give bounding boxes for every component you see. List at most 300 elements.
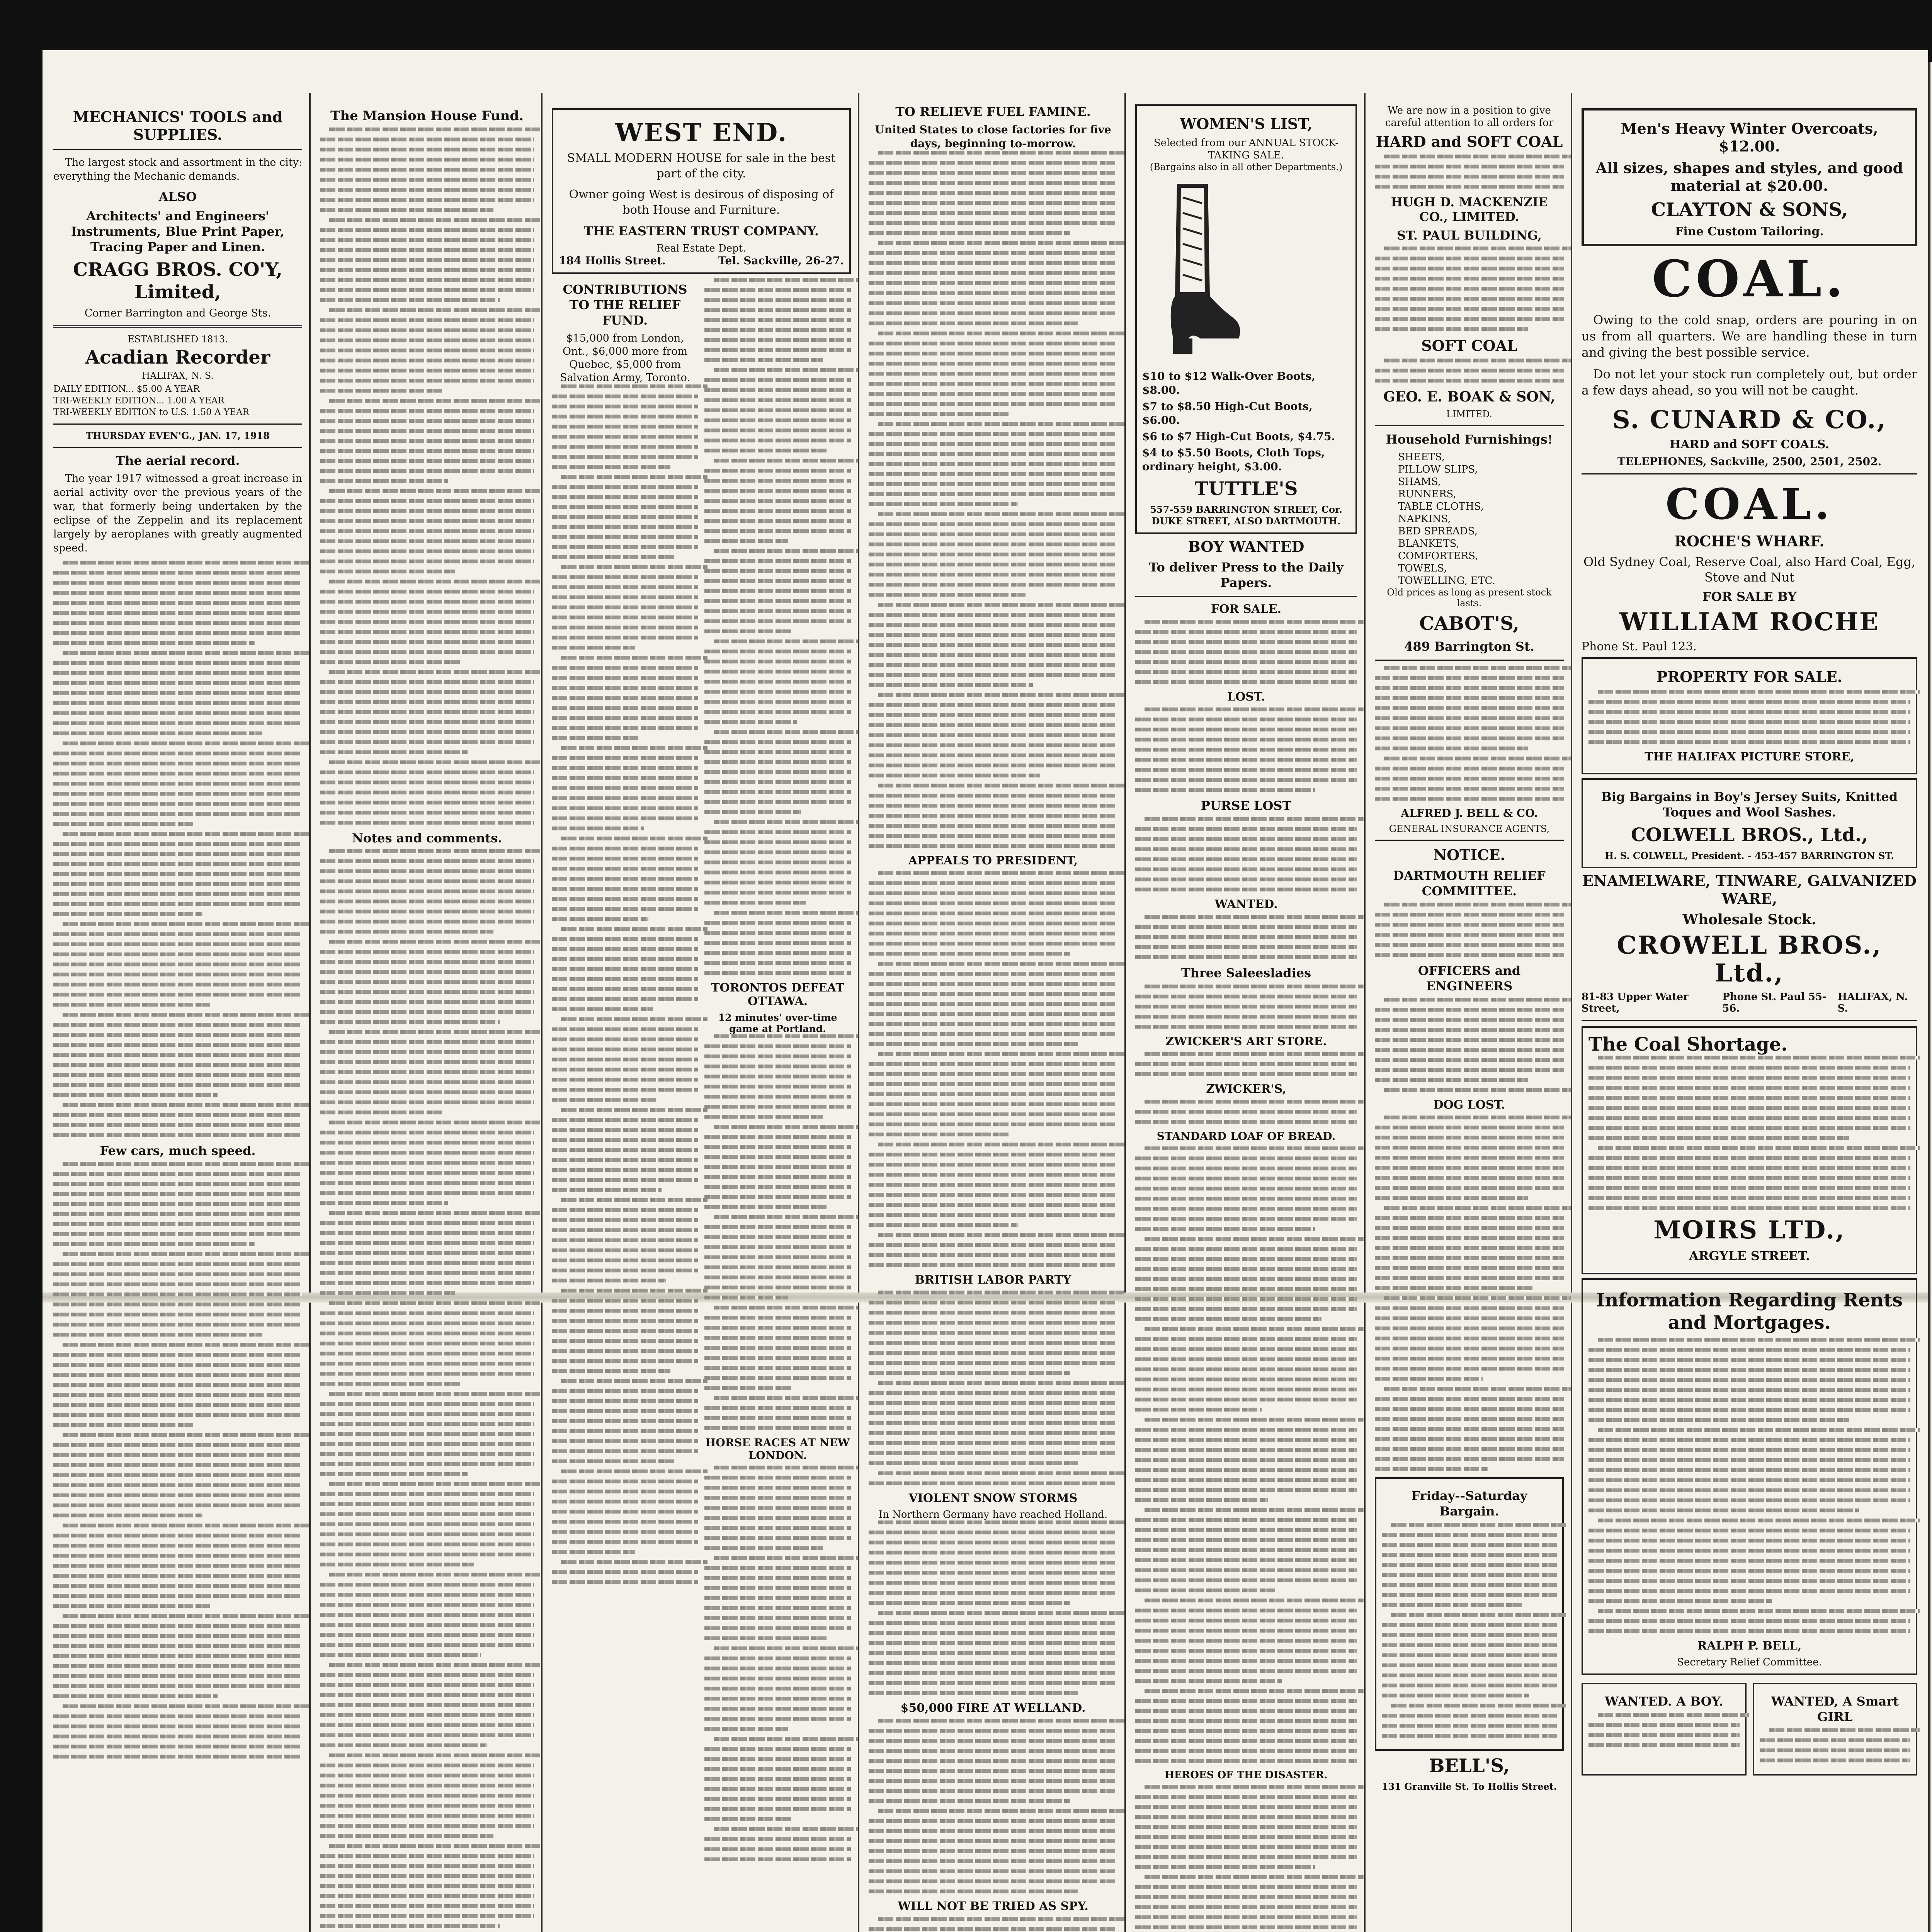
- text-line-placeholder: [53, 762, 302, 765]
- text-line-placeholder: [552, 967, 698, 971]
- text-line-placeholder: [1375, 1457, 1564, 1461]
- text-line-placeholder: [320, 1432, 534, 1436]
- bells-store: BELL'S,: [1429, 1755, 1510, 1777]
- text-line-placeholder: [53, 671, 302, 675]
- illegible-body-text: [869, 1917, 1117, 1932]
- wanted-ads: [1582, 1679, 1917, 1779]
- text-line-placeholder: [869, 1253, 1117, 1257]
- boy-wanted-heading: BOY WANTED: [1188, 538, 1304, 555]
- text-line-placeholder: [552, 897, 698, 901]
- text-line-placeholder: [329, 128, 541, 131]
- text-line-placeholder: [63, 1103, 309, 1107]
- text-line-placeholder: [320, 970, 534, 974]
- text-line-placeholder: [1135, 945, 1357, 949]
- text-line-placeholder: [1588, 1488, 1910, 1492]
- text-line-placeholder: [320, 1713, 534, 1717]
- text-line-placeholder: [1135, 758, 1357, 762]
- friday-heading: Friday--Saturday Bargain.: [1411, 1488, 1527, 1519]
- text-line-placeholder: [53, 631, 302, 635]
- text-line-placeholder: [320, 439, 534, 443]
- text-line-placeholder: [704, 760, 851, 764]
- text-line-placeholder: [1135, 1110, 1357, 1114]
- text-line-placeholder: [1145, 707, 1364, 711]
- cabots: CABOT'S,: [1419, 613, 1519, 634]
- text-line-placeholder: [1135, 857, 1357, 861]
- text-line-placeholder: [320, 1060, 534, 1064]
- text-line-placeholder: [869, 583, 1117, 587]
- text-line-placeholder: [1588, 1096, 1910, 1100]
- text-line-placeholder: [869, 932, 1117, 935]
- text-line-placeholder: [704, 1687, 851, 1690]
- text-line-placeholder: [1135, 630, 1357, 634]
- text-line-placeholder: [1598, 1146, 1920, 1150]
- text-line-placeholder: [869, 1102, 1117, 1106]
- text-line-placeholder: [53, 882, 302, 886]
- text-line-placeholder: [53, 1694, 218, 1698]
- text-line-placeholder: [1135, 748, 1357, 752]
- cunard-telephones: TELEPHONES, Sackville, 2500, 2501, 2502.: [1617, 455, 1882, 468]
- text-line-placeholder: [329, 1482, 541, 1486]
- cunard-sub: HARD and SOFT COALS.: [1670, 438, 1829, 451]
- ad-title: MECHANICS' TOOLS and SUPPLIES.: [73, 108, 283, 143]
- text-line-placeholder: [329, 1211, 541, 1215]
- text-line-placeholder: [320, 459, 534, 463]
- text-line-placeholder: [1375, 1467, 1488, 1471]
- text-line-placeholder: [320, 650, 534, 654]
- text-line-placeholder: [63, 832, 309, 836]
- illegible-body-text: [704, 1034, 851, 1430]
- text-line-placeholder: [1135, 1367, 1357, 1371]
- soft-coal: SOFT COAL: [1421, 337, 1517, 354]
- text-line-placeholder: [1384, 1296, 1571, 1300]
- text-line-placeholder: [1375, 267, 1564, 270]
- text-line-placeholder: [320, 1291, 455, 1295]
- text-line-placeholder: [869, 1859, 1117, 1863]
- text-line-placeholder: [1135, 1317, 1321, 1321]
- text-line-placeholder: [1588, 1066, 1910, 1070]
- text-line-placeholder: [704, 961, 851, 965]
- text-line-placeholder: [704, 348, 851, 352]
- text-line-placeholder: [1588, 1378, 1910, 1382]
- text-line-placeholder: [53, 1053, 302, 1057]
- text-line-placeholder: [53, 1423, 195, 1427]
- text-line-placeholder: [1588, 1196, 1910, 1200]
- text-line-placeholder: [1135, 1619, 1357, 1622]
- text-line-placeholder: [329, 218, 541, 222]
- text-line-placeholder: [1382, 1543, 1557, 1547]
- text-line-placeholder: [1375, 185, 1564, 189]
- text-line-placeholder: [1135, 1709, 1357, 1713]
- text-line-placeholder: [869, 1839, 1117, 1843]
- text-line-placeholder: [1145, 1508, 1364, 1512]
- text-line-placeholder: [704, 1386, 792, 1390]
- text-line-placeholder: [320, 1442, 534, 1446]
- text-line-placeholder: [53, 1684, 302, 1688]
- text-line-placeholder: [869, 1203, 1117, 1207]
- text-line-placeholder: [704, 1245, 851, 1249]
- text-line-placeholder: [1135, 1729, 1357, 1733]
- text-line-placeholder: [704, 1205, 827, 1209]
- text-line-placeholder: [552, 907, 698, 911]
- text-line-placeholder: [320, 1764, 534, 1767]
- text-line-placeholder: [552, 1500, 698, 1503]
- text-line-placeholder: [552, 485, 698, 489]
- text-line-placeholder: [1769, 1728, 1920, 1732]
- text-line-placeholder: [1135, 1895, 1357, 1899]
- colwell-ad: [1582, 778, 1917, 868]
- text-line-placeholder: [1135, 738, 1357, 742]
- text-line-placeholder: [1375, 1176, 1564, 1180]
- text-line-placeholder: [53, 1644, 302, 1648]
- text-line-placeholder: [53, 782, 302, 786]
- text-line-placeholder: [53, 1584, 302, 1588]
- text-line-placeholder: [1375, 1068, 1564, 1072]
- text-line-placeholder: [53, 1093, 218, 1097]
- text-line-placeholder: [704, 710, 851, 714]
- text-line-placeholder: [53, 1473, 302, 1477]
- illegible-body-text: [869, 151, 1117, 848]
- text-line-placeholder: [704, 1255, 851, 1259]
- text-line-placeholder: [320, 389, 442, 393]
- text-line-placeholder: [869, 492, 1117, 496]
- text-line-placeholder: [561, 656, 707, 660]
- text-line-placeholder: [704, 971, 851, 975]
- text-line-placeholder: [704, 1717, 851, 1721]
- text-line-placeholder: [704, 800, 851, 804]
- text-line-placeholder: [869, 1631, 1117, 1635]
- rates-item: TRI-WEEKLY EDITION... 1.00 A YEAR: [53, 396, 224, 406]
- text-line-placeholder: [714, 639, 858, 643]
- text-line-placeholder: [552, 1098, 657, 1102]
- text-line-placeholder: [552, 666, 698, 670]
- prices-item: $6 to $7 High-Cut Boots, $4.75.: [1142, 430, 1335, 443]
- text-line-placeholder: [1135, 1759, 1357, 1763]
- text-line-placeholder: [552, 1168, 698, 1172]
- text-line-placeholder: [561, 1289, 707, 1293]
- text-line-placeholder: [704, 1636, 827, 1640]
- text-line-placeholder: [1135, 1518, 1357, 1522]
- text-line-placeholder: [63, 1524, 309, 1527]
- text-line-placeholder: [714, 1034, 858, 1038]
- text-line-placeholder: [552, 686, 698, 690]
- text-line-placeholder: [552, 1369, 670, 1373]
- text-line-placeholder: [320, 1271, 534, 1275]
- bargains: Big Bargains in Boy's Jersey Suits, Knitted Toques and Wool Sashes.: [1601, 789, 1898, 820]
- text-line-placeholder: [53, 681, 302, 685]
- bells-address: 131 Granville St. To Hollis Street.: [1381, 1781, 1557, 1792]
- prices-item: $7 to $8.50 High-Cut Boots, $6.00.: [1142, 400, 1313, 427]
- crowell-phone: Phone St. Paul 55-56.: [1722, 991, 1827, 1014]
- text-line-placeholder: [714, 911, 858, 915]
- clayton-sons: CLAYTON & SONS,: [1651, 199, 1848, 221]
- text-line-placeholder: [869, 764, 1117, 767]
- text-line-placeholder: [1135, 1207, 1357, 1211]
- coal-body-2: Do not let your stock run completely out, but order a few days ahead, so you will not be caught.: [1582, 367, 1917, 398]
- west-end-line1: SMALL MODERN HOUSE for sale in the best part of the city.: [567, 151, 836, 180]
- text-line-placeholder: [869, 1411, 1117, 1415]
- text-line-placeholder: [1375, 1327, 1564, 1330]
- text-line-placeholder: [704, 1586, 851, 1590]
- text-line-placeholder: [320, 879, 534, 883]
- text-line-placeholder: [1375, 676, 1564, 680]
- text-line-placeholder: [1135, 778, 1357, 782]
- text-line-placeholder: [704, 519, 851, 523]
- text-line-placeholder: [320, 1623, 534, 1627]
- text-line-placeholder: [1135, 1347, 1357, 1351]
- coal-body: Owing to the cold snap, orders are pouring in on us from all quarters. We are handling these in turn and giving the best possible service.: [1582, 313, 1917, 360]
- text-line-placeholder: [1375, 797, 1564, 801]
- text-line-placeholder: [1135, 1498, 1268, 1502]
- text-line-placeholder: [1375, 287, 1564, 291]
- text-line-placeholder: [869, 1321, 1117, 1325]
- text-line-placeholder: [552, 1259, 698, 1262]
- text-line-placeholder: [869, 1062, 1117, 1066]
- text-line-placeholder: [1135, 650, 1357, 654]
- text-line-placeholder: [1375, 1196, 1528, 1200]
- illegible-body-text: [869, 871, 1117, 1267]
- text-line-placeholder: [1588, 1448, 1910, 1452]
- prices-item: $10 to $12 Walk-Over Boots, $8.00.: [1142, 370, 1315, 396]
- text-line-placeholder: [869, 844, 1117, 848]
- text-line-placeholder: [878, 1381, 1124, 1385]
- text-line-placeholder: [329, 1121, 541, 1124]
- text-line-placeholder: [704, 1426, 851, 1430]
- text-line-placeholder: [552, 605, 698, 609]
- text-line-placeholder: [869, 912, 1117, 915]
- text-line-placeholder: [320, 1020, 500, 1024]
- west-end-ad: [552, 108, 851, 274]
- text-line-placeholder: [53, 711, 302, 715]
- text-line-placeholder: [1375, 1226, 1564, 1230]
- text-line-placeholder: [1135, 1538, 1357, 1542]
- text-line-placeholder: [320, 811, 534, 815]
- illegible-body-text: [1375, 903, 1564, 957]
- text-line-placeholder: [552, 1399, 698, 1403]
- text-line-placeholder: [561, 1379, 707, 1383]
- ad-also-items: Architects' and Engineers' Instruments, Blue Print Paper, Tracing Paper and Linen.: [71, 209, 285, 254]
- illegible-body-text: [1135, 985, 1357, 1029]
- household-heading: Household Furnishings!: [1386, 432, 1553, 447]
- snow-storms-heading: VIOLENT SNOW STORMS: [908, 1492, 1078, 1505]
- illegible-body-text: [1135, 1100, 1357, 1124]
- text-line-placeholder: [1375, 165, 1564, 168]
- text-line-placeholder: [1588, 1478, 1910, 1482]
- text-line-placeholder: [1135, 1855, 1357, 1859]
- text-line-placeholder: [704, 1336, 851, 1340]
- illegible-body-text: [1135, 707, 1357, 792]
- text-line-placeholder: [320, 1382, 461, 1386]
- text-line-placeholder: [704, 830, 851, 834]
- illegible-body-text: [1375, 1116, 1564, 1471]
- text-line-placeholder: [329, 1301, 541, 1305]
- column-1: [46, 93, 309, 1932]
- household-item: SHEETS,: [1398, 451, 1445, 463]
- text-line-placeholder: [1135, 718, 1357, 721]
- text-line-placeholder: [552, 776, 698, 780]
- text-line-placeholder: [1135, 837, 1357, 841]
- relief-left: [552, 278, 698, 1867]
- subscription-rates: [53, 383, 302, 418]
- text-line-placeholder: [1375, 1216, 1564, 1220]
- text-line-placeholder: [552, 1419, 698, 1423]
- text-line-placeholder: [320, 1633, 534, 1637]
- text-line-placeholder: [1598, 1609, 1920, 1613]
- text-line-placeholder: [1135, 1488, 1357, 1492]
- text-line-placeholder: [1384, 155, 1571, 158]
- text-line-placeholder: [320, 1502, 534, 1506]
- text-line-placeholder: [320, 730, 534, 734]
- text-line-placeholder: [561, 565, 707, 569]
- text-line-placeholder: [320, 1181, 534, 1185]
- text-line-placeholder: [1760, 1759, 1911, 1762]
- sport-sub: 12 minutes' over-time game at Portland.: [718, 1012, 837, 1034]
- text-line-placeholder: [1145, 620, 1364, 624]
- text-line-placeholder: [63, 1433, 309, 1437]
- text-line-placeholder: [869, 673, 1117, 677]
- text-line-placeholder: [878, 784, 1124, 787]
- text-line-placeholder: [53, 1463, 302, 1467]
- crowell-city: HALIFAX, N. S.: [1837, 991, 1908, 1014]
- text-line-placeholder: [704, 1596, 851, 1600]
- text-line-placeholder: [1135, 925, 1357, 929]
- illegible-body-text: [1375, 359, 1564, 383]
- text-line-placeholder: [320, 1311, 534, 1315]
- text-line-placeholder: [320, 781, 534, 784]
- relief-heading: CONTRIBUTIONS TO THE RELIEF FUND.: [563, 282, 687, 328]
- editorial-paragraph: The year 1917 witnessed a great increase in aerial activity over the previous years of the war, that formerly being undertaken by the eclipse of the Zeppelin and its replacement largely by aeroplanes with greatly augmented speed.: [53, 473, 302, 554]
- text-line-placeholder: [329, 399, 541, 403]
- text-line-placeholder: [552, 827, 644, 830]
- text-line-placeholder: [53, 1333, 262, 1337]
- text-line-placeholder: [320, 1723, 534, 1727]
- text-line-placeholder: [1375, 1038, 1564, 1042]
- colwell: COLWELL BROS., Ltd.,: [1631, 824, 1868, 846]
- text-line-placeholder: [53, 942, 302, 946]
- text-line-placeholder: [1135, 1177, 1357, 1180]
- text-line-placeholder: [320, 1362, 534, 1366]
- fuel-heading: TO RELIEVE FUEL FAMINE.: [895, 104, 1091, 119]
- text-line-placeholder: [704, 579, 851, 583]
- text-line-placeholder: [869, 251, 1117, 255]
- text-line-placeholder: [869, 633, 1117, 637]
- text-line-placeholder: [53, 601, 302, 605]
- text-line-placeholder: [1375, 1286, 1534, 1290]
- text-line-placeholder: [1135, 995, 1357, 998]
- text-line-placeholder: [53, 1624, 302, 1628]
- text-line-placeholder: [704, 1165, 851, 1169]
- text-line-placeholder: [1375, 379, 1564, 383]
- text-line-placeholder: [320, 600, 534, 604]
- text-line-placeholder: [1135, 1578, 1357, 1582]
- text-line-placeholder: [704, 1697, 851, 1701]
- text-line-placeholder: [320, 228, 534, 232]
- text-line-placeholder: [704, 1576, 851, 1580]
- text-line-placeholder: [1588, 730, 1910, 734]
- purse-lost-heading: PURSE LOST: [1201, 798, 1292, 813]
- text-line-placeholder: [1145, 1418, 1364, 1422]
- text-line-placeholder: [320, 1904, 534, 1908]
- text-line-placeholder: [552, 1570, 698, 1574]
- text-line-placeholder: [1588, 1176, 1910, 1180]
- text-line-placeholder: [552, 1228, 698, 1232]
- text-line-placeholder: [552, 947, 698, 951]
- text-line-placeholder: [1135, 1629, 1357, 1633]
- text-line-placeholder: [552, 435, 698, 439]
- text-line-placeholder: [704, 750, 851, 754]
- text-line-placeholder: [704, 559, 851, 563]
- text-line-placeholder: [1382, 1533, 1557, 1537]
- boak-sub: LIMITED.: [1446, 409, 1492, 420]
- heroes-heading: HEROES OF THE DISASTER.: [1165, 1769, 1328, 1781]
- column-rule: [309, 93, 311, 1932]
- rents-ad: [1582, 1278, 1917, 1675]
- text-line-placeholder: [1135, 827, 1357, 831]
- text-line-placeholder: [1135, 1408, 1262, 1412]
- text-line-placeholder: [320, 549, 534, 553]
- text-line-placeholder: [320, 1673, 534, 1677]
- text-line-placeholder: [704, 609, 851, 613]
- text-line-placeholder: [1588, 1156, 1910, 1160]
- text-line-placeholder: [704, 1095, 851, 1099]
- text-line-placeholder: [320, 1583, 534, 1587]
- text-line-placeholder: [53, 691, 302, 695]
- text-line-placeholder: [1588, 1599, 1772, 1603]
- text-line-placeholder: [869, 723, 1117, 727]
- text-line-placeholder: [1375, 787, 1564, 791]
- text-line-placeholder: [1588, 1116, 1910, 1120]
- text-line-placeholder: [552, 857, 698, 861]
- text-line-placeholder: [869, 1022, 1117, 1026]
- text-line-placeholder: [714, 1646, 858, 1650]
- text-line-placeholder: [1375, 1018, 1564, 1022]
- rates-item: TRI-WEEKLY EDITION to U.S. 1.50 A YEAR: [53, 407, 249, 417]
- illegible-body-text: [869, 1291, 1117, 1485]
- text-line-placeholder: [53, 1503, 302, 1507]
- text-line-placeholder: [869, 1581, 1117, 1585]
- text-line-placeholder: [320, 429, 534, 433]
- text-line-placeholder: [1375, 1266, 1564, 1270]
- text-line-placeholder: [320, 1462, 534, 1466]
- text-line-placeholder: [320, 469, 534, 473]
- crowell-address: 81-83 Upper Water Street,: [1582, 991, 1689, 1014]
- text-line-placeholder: [704, 288, 851, 292]
- text-line-placeholder: [552, 997, 698, 1001]
- text-line-placeholder: [704, 1356, 851, 1360]
- text-line-placeholder: [329, 1392, 541, 1396]
- text-line-placeholder: [320, 1171, 534, 1175]
- text-line-placeholder: [1135, 788, 1315, 792]
- text-line-placeholder: [552, 1409, 698, 1413]
- text-line-placeholder: [1145, 1785, 1364, 1789]
- text-line-placeholder: [704, 1787, 851, 1791]
- text-line-placeholder: [869, 1889, 1078, 1893]
- fuel-sub: United States to close factories for five days, beginning to-morrow.: [875, 123, 1111, 150]
- text-line-placeholder: [552, 535, 698, 539]
- text-line-placeholder: [1384, 1116, 1571, 1119]
- household-item: TOWELLING, ETC.: [1398, 575, 1495, 587]
- text-line-placeholder: [320, 1924, 500, 1928]
- text-line-placeholder: [320, 278, 534, 282]
- text-line-placeholder: [320, 1010, 534, 1014]
- column-rule: [1571, 93, 1572, 1932]
- text-line-placeholder: [53, 1674, 302, 1678]
- text-line-placeholder: [1382, 1653, 1557, 1657]
- text-line-placeholder: [869, 261, 1117, 265]
- text-line-placeholder: [53, 812, 302, 816]
- text-line-placeholder: [320, 138, 534, 141]
- text-line-placeholder: [704, 1135, 851, 1139]
- text-line-placeholder: [869, 1759, 1117, 1763]
